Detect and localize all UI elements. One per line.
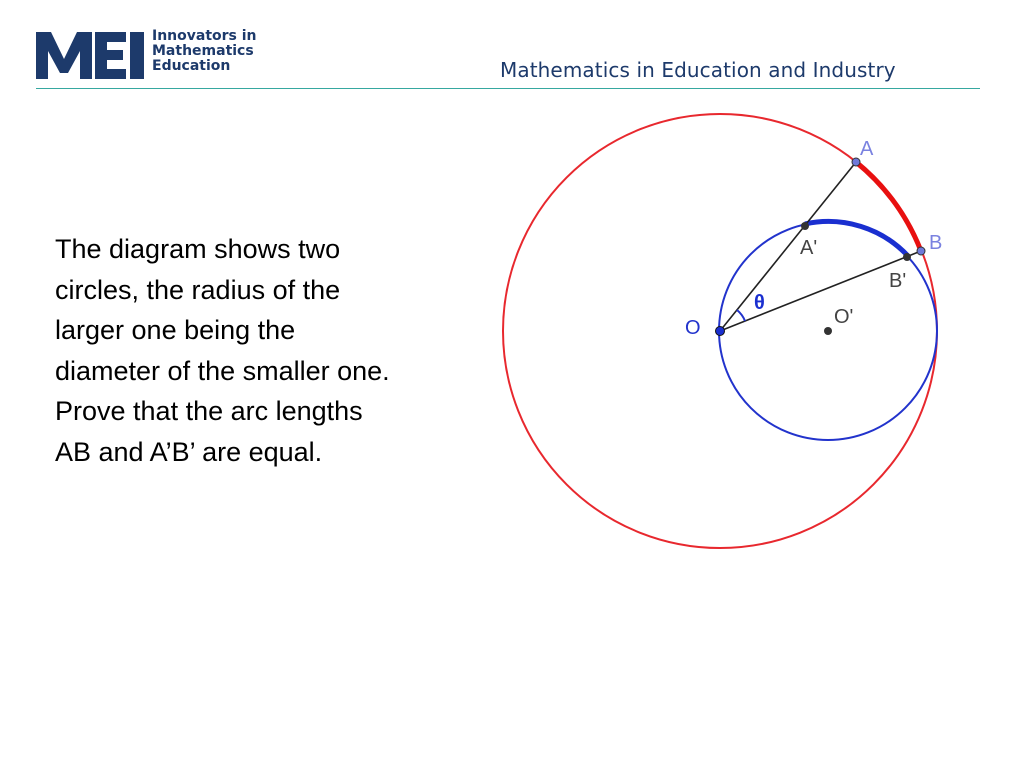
problem-line-4: diameter of the smaller one. <box>55 355 390 386</box>
point-a-prime <box>801 222 809 230</box>
label-b: B <box>929 232 943 254</box>
problem-line-3: larger one being the <box>55 315 296 345</box>
logo-line-2: Mathematics <box>152 43 254 59</box>
problem-line-1: The diagram shows two <box>55 234 341 264</box>
point-b-prime <box>903 253 911 261</box>
label-o: O <box>685 317 701 339</box>
problem-line-2: circles, the radius of the <box>55 274 341 305</box>
label-o-prime: O' <box>834 306 854 328</box>
point-o-prime <box>824 327 832 335</box>
header-tagline: Mathematics in Education and Industry <box>500 58 896 82</box>
label-theta: θ <box>754 292 765 314</box>
label-a: A <box>860 138 874 160</box>
problem-line-6: AB and A’B’ are equal. <box>55 436 323 467</box>
logo-line-1: Innovators in <box>152 28 257 44</box>
label-a-prime: A' <box>800 237 818 259</box>
point-a <box>852 158 860 166</box>
logo-line-3: Education <box>152 58 231 74</box>
point-b <box>917 247 925 255</box>
label-b-prime: B' <box>889 270 907 292</box>
point-o <box>716 327 725 336</box>
angle-theta-marker <box>737 310 745 321</box>
problem-line-5: Prove that the arc lengths <box>55 396 363 426</box>
arc-a-prime-b-prime <box>805 221 908 256</box>
